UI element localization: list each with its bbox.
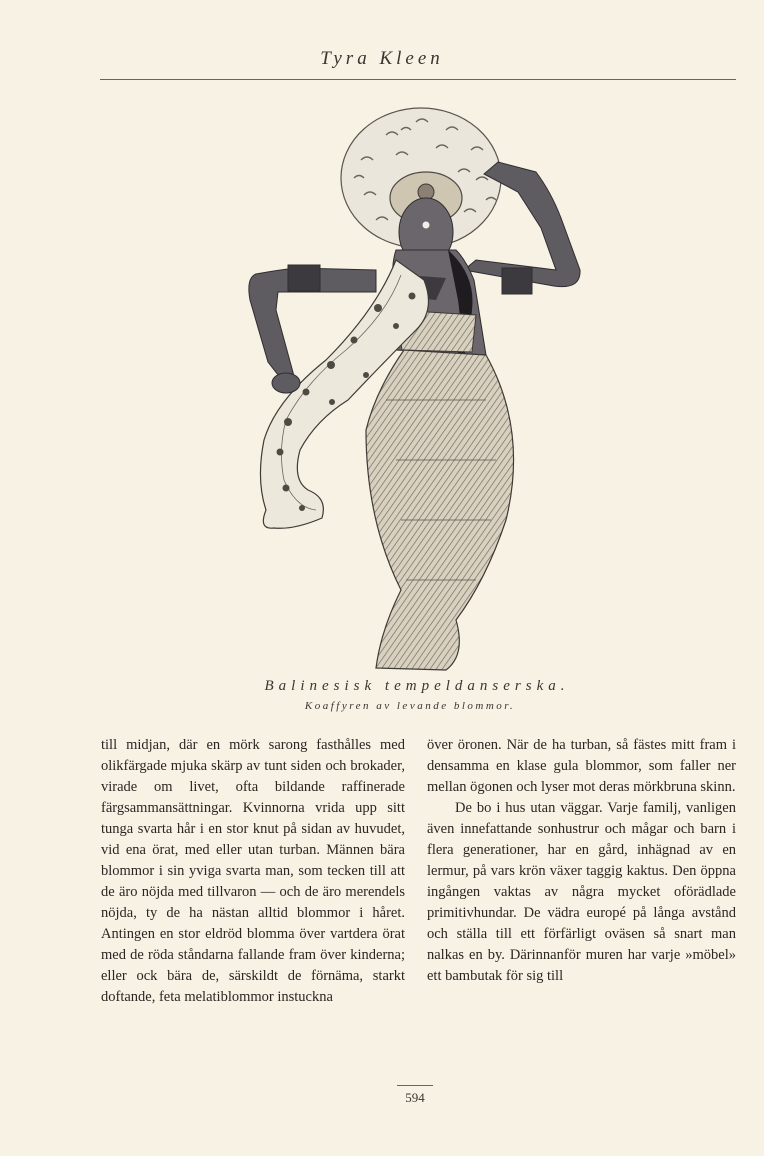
- dancer-illustration: [236, 100, 596, 680]
- sarong: [366, 350, 514, 670]
- footer-rule: [397, 1085, 433, 1086]
- running-head: Tyra Kleen: [320, 48, 444, 69]
- paragraph: över öronen. När de ha turban, så fästes mitt fram i densamma en klase gula blommor, som faller ner mellan ögonen och lyser mot deras mörkbruna skinn.: [427, 737, 736, 795]
- figure-caption-subtitle: Koaffyren av levande blommor.: [304, 700, 516, 712]
- paragraph: De bo i hus utan väggar. Varje familj, vanligen även innefattande sonhustrur och mågar och barn i flera generationer, har en gård, inhägnad av en lermur, på vars krön växer taggig kaktus. Den öppna ingången vaktas av några mycket oförädlade primitivhundar. De vädra europé på långa avstånd och ställa till ett förfärligt oväsen så snart man nalkas en by. Därinnanför muren har varje »möbel» ett bambutak för sig till: [427, 800, 736, 984]
- page-number: 594: [405, 1090, 425, 1105]
- paragraph: till midjan, där en mörk sarong fasthålles med olikfärgade mjuka skärp av tunt siden och brokader, virade om livet, ofta bildande raffinerade färgsammansättningar. Kvinnorna vrida upp sitt tunga svarta hår i en stor knut på sidan av huvudet, vid ena örat, med eller utan turban. Männen bära blommor i sin yviga svarta man, som tecken till att de äro nöjda med tillvaron — och de äro merendels nöjda, ty de ha nästan alltid blommor i håret. Antingen en stor eldröd blomma över vartdera örat med de röda ståndarna fallande fram över kinderna; eller ock bära de, särskildt de förnäma, starkt doftande, feta melatiblommor instuckna: [101, 737, 405, 1005]
- text-column-left: [101, 735, 405, 1077]
- figure-caption-title: Balinesisk tempeldanserska.: [264, 678, 570, 694]
- hand: [272, 373, 300, 393]
- text-column-right: [427, 735, 736, 1077]
- header-rule: [100, 79, 736, 80]
